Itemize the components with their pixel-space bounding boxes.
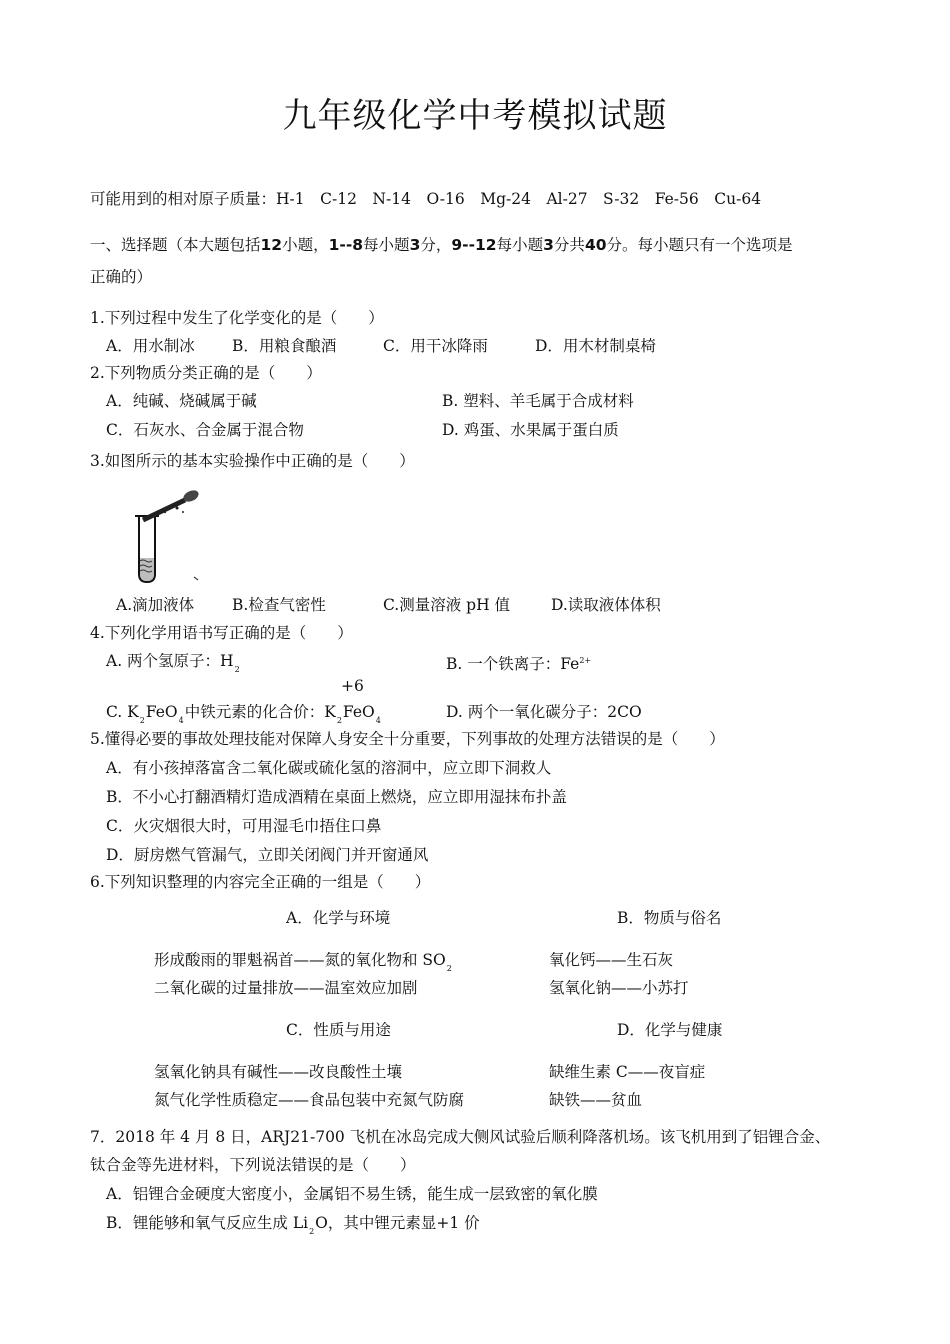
dropper-test-tube-figure — [125, 486, 215, 586]
q6-group-d-heading: D．化学与健康 — [617, 1021, 723, 1039]
question-3-option-a: A.滴加液体 — [116, 596, 195, 614]
question-4-stem: 4.下列化学用语书写正确的是（ ） — [90, 624, 353, 642]
question-1-option-b: B．用粮食酿酒 — [232, 337, 337, 355]
question-1-option-a: A．用水制冰 — [106, 337, 195, 355]
q6-group-c-item-1: 氢氧化钠具有碱性——改良酸性土壤 — [154, 1063, 403, 1081]
question-6-stem: 6.下列知识整理的内容完全正确的一组是（ ） — [90, 873, 431, 891]
question-3-option-c: C.测量溶液 pH 值 — [383, 596, 511, 614]
question-7-option-b: B．锂能够和氧气反应生成 $Li_2O$，其中锂元素显+1 价 — [106, 1214, 480, 1236]
q6-group-a-item-2: 二氧化碳的过量排放——温室效应加剧 — [154, 979, 418, 997]
question-1-option-d: D．用木材制桌椅 — [535, 337, 656, 355]
question-5-option-c: C．火灾烟很大时，可用湿毛巾捂住口鼻 — [106, 817, 382, 835]
q6-group-c-heading: C．性质与用途 — [286, 1021, 391, 1039]
question-2-option-c: C．石灰水、合金属于混合物 — [106, 421, 304, 439]
question-2-option-a: A．纯碱、烧碱属于碱 — [106, 392, 257, 410]
question-5-option-a: A．有小孩掉落富含二氧化碳或硫化氢的溶洞中，应立即下洞救人 — [106, 759, 552, 777]
question-5-stem: 5.懂得必要的事故处理技能对保障人身安全十分重要，下列事故的处理方法错误的是（ ） — [90, 730, 725, 748]
q6-group-a-item-1: 形成酸雨的罪魁祸首——氮的氧化物和 $SO_2$ — [154, 951, 452, 973]
valence-mark: +6 — [341, 677, 364, 695]
question-5-option-b: B．不小心打翻酒精灯造成酒精在桌面上燃烧，应立即用湿抹布扑盖 — [106, 788, 567, 806]
q6-group-b-item-2: 氢氧化钠——小苏打 — [549, 979, 689, 997]
q6-group-c-item-2: 氮气化学性质稳定——食品包装中充氮气防腐 — [154, 1091, 465, 1109]
question-2-option-d: D. 鸡蛋、水果属于蛋白质 — [442, 421, 619, 439]
q6-group-a-heading: A．化学与环境 — [286, 909, 391, 927]
section-one-heading: 一、选择题（本大题包括12小题，1--8每小题3分，9--12每小题3分共40分。每小题只有一个选项是 — [90, 236, 793, 254]
question-3-stem: 3.如图所示的基本实验操作中正确的是（ ） — [90, 452, 415, 470]
question-7-option-a: A．铝锂合金硬度大密度小，金属铝不易生锈，能生成一层致密的氧化膜 — [106, 1185, 598, 1203]
question-5-option-d: D．厨房燃气管漏气，立即关闭阀门并开窗通风 — [106, 846, 429, 864]
q6-group-d-item-1: 缺维生素 C——夜盲症 — [549, 1063, 706, 1081]
q6-group-b-heading: B．物质与俗名 — [617, 909, 722, 927]
question-2-option-b: B. 塑料、羊毛属于合成材料 — [442, 392, 634, 410]
question-7-stem-line-1: 7．2018 年 4 月 8 日，ARJ21-700 飞机在冰岛完成大侧风试验后顺利降落机场。该飞机用到了铝锂合金、 — [90, 1128, 831, 1146]
question-3-option-b: B.检查气密性 — [232, 596, 326, 614]
question-4-option-d: D. 两个一氧化碳分子：2CO — [446, 703, 642, 721]
question-4-option-b: B. 一个铁离子：$Fe^{2+}$ — [446, 655, 592, 673]
atomic-masses-line: 可能用到的相对原子质量：H-1 C-12 N-14 O-16 Mg-24 Al-27 S-32 Fe-56 Cu-64 — [90, 190, 762, 208]
page-title: 九年级化学中考模拟试题 — [282, 96, 668, 136]
q6-group-b-item-1: 氧化钙——生石灰 — [549, 951, 674, 969]
question-1-stem: 1.下列过程中发生了化学变化的是（ ） — [90, 309, 384, 327]
question-1-option-c: C．用干冰降雨 — [383, 337, 488, 355]
question-3-option-d: D.读取液体体积 — [551, 596, 661, 614]
question-4-option-a: A. 两个氢原子：$H_2$ — [106, 652, 240, 674]
question-2-stem: 2.下列物质分类正确的是（ ） — [90, 364, 322, 382]
question-7-stem-line-2: 钛合金等先进材料，下列说法错误的是（ ） — [90, 1156, 416, 1174]
section-one-heading-cont: 正确的） — [90, 268, 153, 286]
question-4-option-c: C. $K_2FeO_4$中铁元素的化合价：$K_2FeO_4$ — [106, 703, 381, 725]
q6-group-d-item-2: 缺铁——贫血 — [549, 1091, 643, 1109]
